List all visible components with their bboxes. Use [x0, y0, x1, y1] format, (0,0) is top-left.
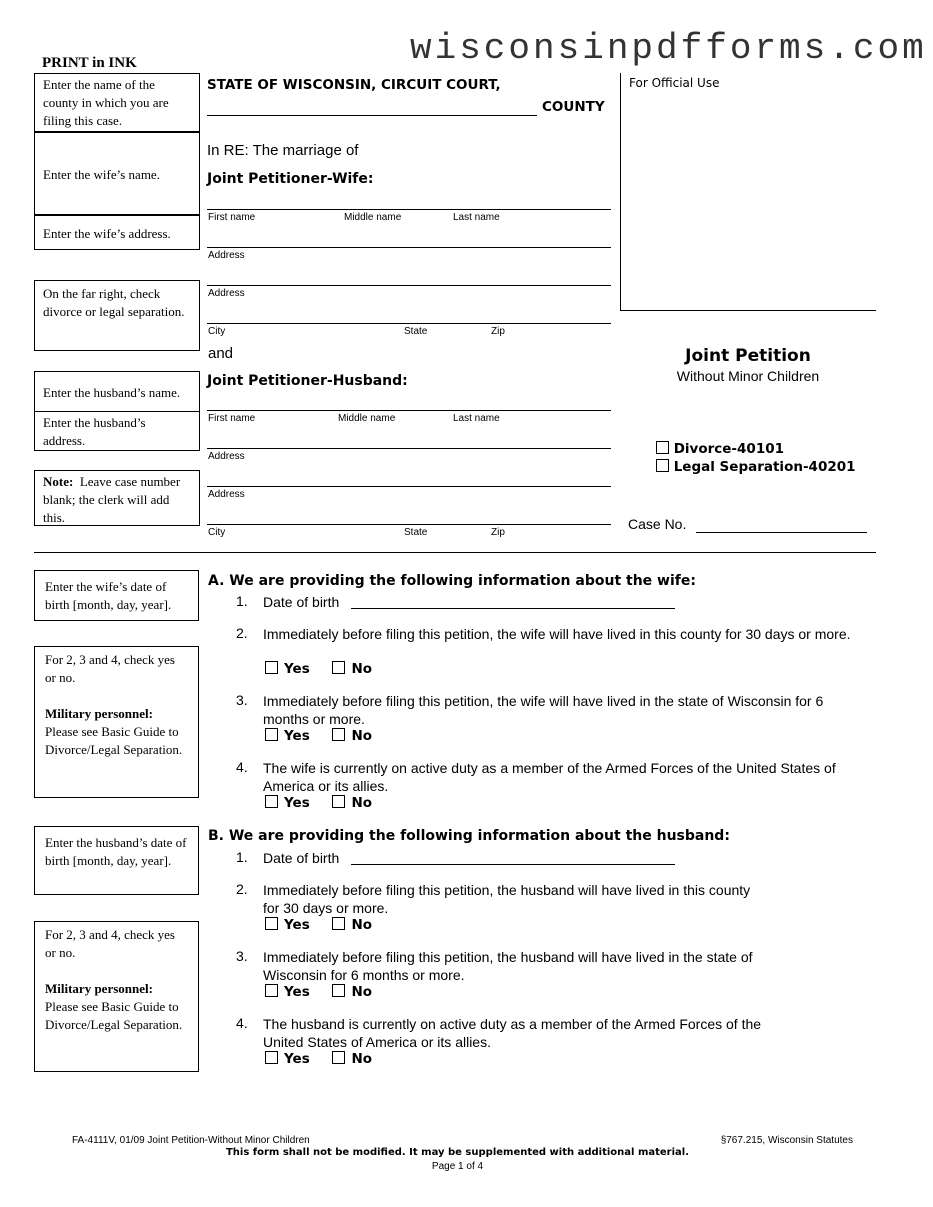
husband-city-line[interactable]	[207, 524, 611, 525]
husband-header: Joint Petitioner-Husband:	[207, 373, 408, 389]
military-label: Military personnel:	[45, 981, 153, 996]
military-text: Please see Basic Guide to Divorce/Legal Separation.	[45, 724, 183, 757]
case-no-label: Case No.	[628, 516, 687, 532]
divorce-checkbox[interactable]	[656, 441, 669, 454]
b-item-2-yes-checkbox[interactable]	[265, 917, 278, 930]
yes-label: Yes	[284, 795, 310, 811]
b-item-4-number: 4.	[236, 1015, 248, 1031]
section-divider	[34, 552, 876, 553]
footer-page-number: Page 1 of 4	[431, 1161, 484, 1172]
no-label: No	[351, 1051, 373, 1067]
a-item-4-text: The wife is currently on active duty as a member of the Armed Forces of the United States of America or its allies.	[263, 760, 836, 794]
case-no-line[interactable]	[696, 532, 867, 533]
instruction-husband-name: Enter the husband’s name.	[34, 371, 200, 412]
b-item-2-number: 2.	[236, 881, 248, 897]
wife-city-label: City	[208, 326, 226, 337]
a-item-4-number: 4.	[236, 759, 248, 775]
b-item-4-text: The husband is currently on active duty as a member of the Armed Forces of the United States of America or its allies.	[263, 1016, 762, 1050]
husband-dob-line[interactable]	[351, 864, 675, 865]
instruction-husband-address: Enter the husband’s address.	[34, 411, 200, 451]
husband-first-name-label: First name	[208, 413, 256, 424]
no-label: No	[351, 728, 373, 744]
a-item-3-yes-checkbox[interactable]	[265, 728, 278, 741]
a-item-2-no-checkbox[interactable]	[332, 661, 345, 674]
yes-label: Yes	[284, 917, 310, 933]
b-item-3-number: 3.	[236, 948, 248, 964]
b-item-3-no-checkbox[interactable]	[332, 984, 345, 997]
husband-address-line-2[interactable]	[207, 486, 611, 487]
no-label: No	[351, 795, 373, 811]
court-state-line: STATE OF WISCONSIN, CIRCUIT COURT,	[207, 77, 501, 93]
b-item-3-text: Immediately before filing this petition, the husband will have lived in the state of Wisconsin for 6 months or more.	[263, 949, 753, 983]
document-subtitle: Without Minor Children	[676, 368, 820, 384]
husband-name-line[interactable]	[207, 410, 611, 411]
a-item-3-no-checkbox[interactable]	[332, 728, 345, 741]
wife-first-name-label: First name	[208, 212, 256, 223]
husband-zip-label: Zip	[491, 527, 505, 538]
instruction-husband-checks	[34, 921, 199, 1072]
instruction-check-type: On the far right, check divorce or legal separation.	[34, 280, 200, 351]
watermark: wisconsinpdfforms.com	[410, 28, 927, 69]
b-item-2-text: Immediately before filing this petition, the husband will have lived in this county for 30 days or more.	[263, 882, 751, 916]
b-item-4-choices	[265, 1051, 390, 1067]
b-item-1-number: 1.	[236, 849, 248, 865]
divorce-option[interactable]	[656, 441, 784, 457]
instruction-wife-dob: Enter the wife’s date of birth [month, day, year].	[34, 570, 199, 621]
a-item-2-number: 2.	[236, 625, 248, 641]
official-use-label: For Official Use	[629, 76, 720, 90]
instruction-husband-dob: Enter the husband’s date of birth [month, day, year].	[34, 826, 199, 895]
separation-checkbox[interactable]	[656, 459, 669, 472]
instruction-wife-name: Enter the wife’s name.	[34, 132, 200, 215]
b-item-3-choices	[265, 984, 390, 1000]
note-text: Leave case number blank; the clerk will add this.	[43, 474, 181, 525]
wife-address-line-1[interactable]	[207, 247, 611, 248]
husband-address-line-1[interactable]	[207, 448, 611, 449]
county-input-line[interactable]	[207, 115, 537, 116]
husband-middle-name-label: Middle name	[338, 413, 396, 424]
section-a-heading: A. We are providing the following information about the wife:	[208, 573, 696, 589]
yes-label: Yes	[284, 1051, 310, 1067]
a-item-4-no-checkbox[interactable]	[332, 795, 345, 808]
official-use-box	[620, 73, 876, 311]
instruction-wife-address: Enter the wife’s address.	[34, 215, 200, 250]
in-re-text: In RE: The marriage of	[207, 142, 359, 159]
a-item-2-text: Immediately before filing this petition, the wife will have lived in this county for 30 days or more.	[263, 626, 851, 642]
b-item-4-no-checkbox[interactable]	[332, 1051, 345, 1064]
a-item-2-yes-checkbox[interactable]	[265, 661, 278, 674]
husband-state-label: State	[404, 527, 428, 538]
wife-state-label: State	[404, 326, 428, 337]
divorce-label: Divorce-40101	[673, 441, 784, 457]
military-label: Military personnel:	[45, 706, 153, 721]
court-county-label: COUNTY	[542, 99, 605, 115]
husband-address-label-2: Address	[208, 489, 245, 500]
a-item-4-choices	[265, 795, 390, 811]
wife-zip-label: Zip	[491, 326, 505, 337]
a-item-1-number: 1.	[236, 593, 248, 609]
a-item-1-text: Date of birth	[263, 594, 340, 610]
check-yes-no-text: For 2, 3 and 4, check yes or no.	[45, 927, 175, 960]
note-label: Note:	[43, 474, 74, 489]
print-in-ink: PRINT in INK	[42, 55, 137, 71]
footer-statute: §767.215, Wisconsin Statutes	[720, 1135, 853, 1146]
wife-dob-line[interactable]	[351, 608, 675, 609]
instruction-note	[34, 470, 200, 526]
footer-form-id: FA-4111V, 01/09 Joint Petition-Without Minor Children	[72, 1135, 310, 1146]
wife-city-line[interactable]	[207, 323, 611, 324]
military-text: Please see Basic Guide to Divorce/Legal Separation.	[45, 999, 183, 1032]
wife-address-label-2: Address	[208, 288, 245, 299]
wife-address-line-2[interactable]	[207, 285, 611, 286]
a-item-3-text: Immediately before filing this petition, the wife will have lived in the state of Wisconsin for 6 months or more.	[263, 693, 824, 727]
b-item-2-choices	[265, 917, 390, 933]
separation-label: Legal Separation-40201	[673, 459, 856, 475]
separation-option[interactable]	[656, 459, 856, 475]
no-label: No	[351, 661, 373, 677]
wife-middle-name-label: Middle name	[344, 212, 402, 223]
husband-city-label: City	[208, 527, 226, 538]
b-item-1-text: Date of birth	[263, 850, 340, 866]
check-yes-no-text: For 2, 3 and 4, check yes or no.	[45, 652, 175, 685]
no-label: No	[351, 917, 373, 933]
wife-address-label-1: Address	[208, 250, 245, 261]
b-item-4-yes-checkbox[interactable]	[265, 1051, 278, 1064]
a-item-4-yes-checkbox[interactable]	[265, 795, 278, 808]
instruction-county: Enter the name of the county in which you are filing this case.	[34, 73, 200, 132]
wife-name-line[interactable]	[207, 209, 611, 210]
section-b-heading: B. We are providing the following information about the husband:	[208, 828, 730, 844]
husband-last-name-label: Last name	[453, 413, 500, 424]
yes-label: Yes	[284, 728, 310, 744]
document-title: Joint Petition	[685, 346, 811, 366]
b-item-2-no-checkbox[interactable]	[332, 917, 345, 930]
a-item-3-number: 3.	[236, 692, 248, 708]
b-item-3-yes-checkbox[interactable]	[265, 984, 278, 997]
wife-last-name-label: Last name	[453, 212, 500, 223]
and-text: and	[208, 345, 234, 362]
yes-label: Yes	[284, 661, 310, 677]
no-label: No	[351, 984, 373, 1000]
a-item-2-choices	[265, 661, 390, 677]
footer-notice: This form shall not be modified. It may be supplemented with additional material.	[225, 1147, 690, 1158]
yes-label: Yes	[284, 984, 310, 1000]
wife-header: Joint Petitioner-Wife:	[207, 171, 374, 187]
instruction-wife-checks	[34, 646, 199, 798]
a-item-3-choices	[265, 728, 390, 744]
husband-address-label-1: Address	[208, 451, 245, 462]
